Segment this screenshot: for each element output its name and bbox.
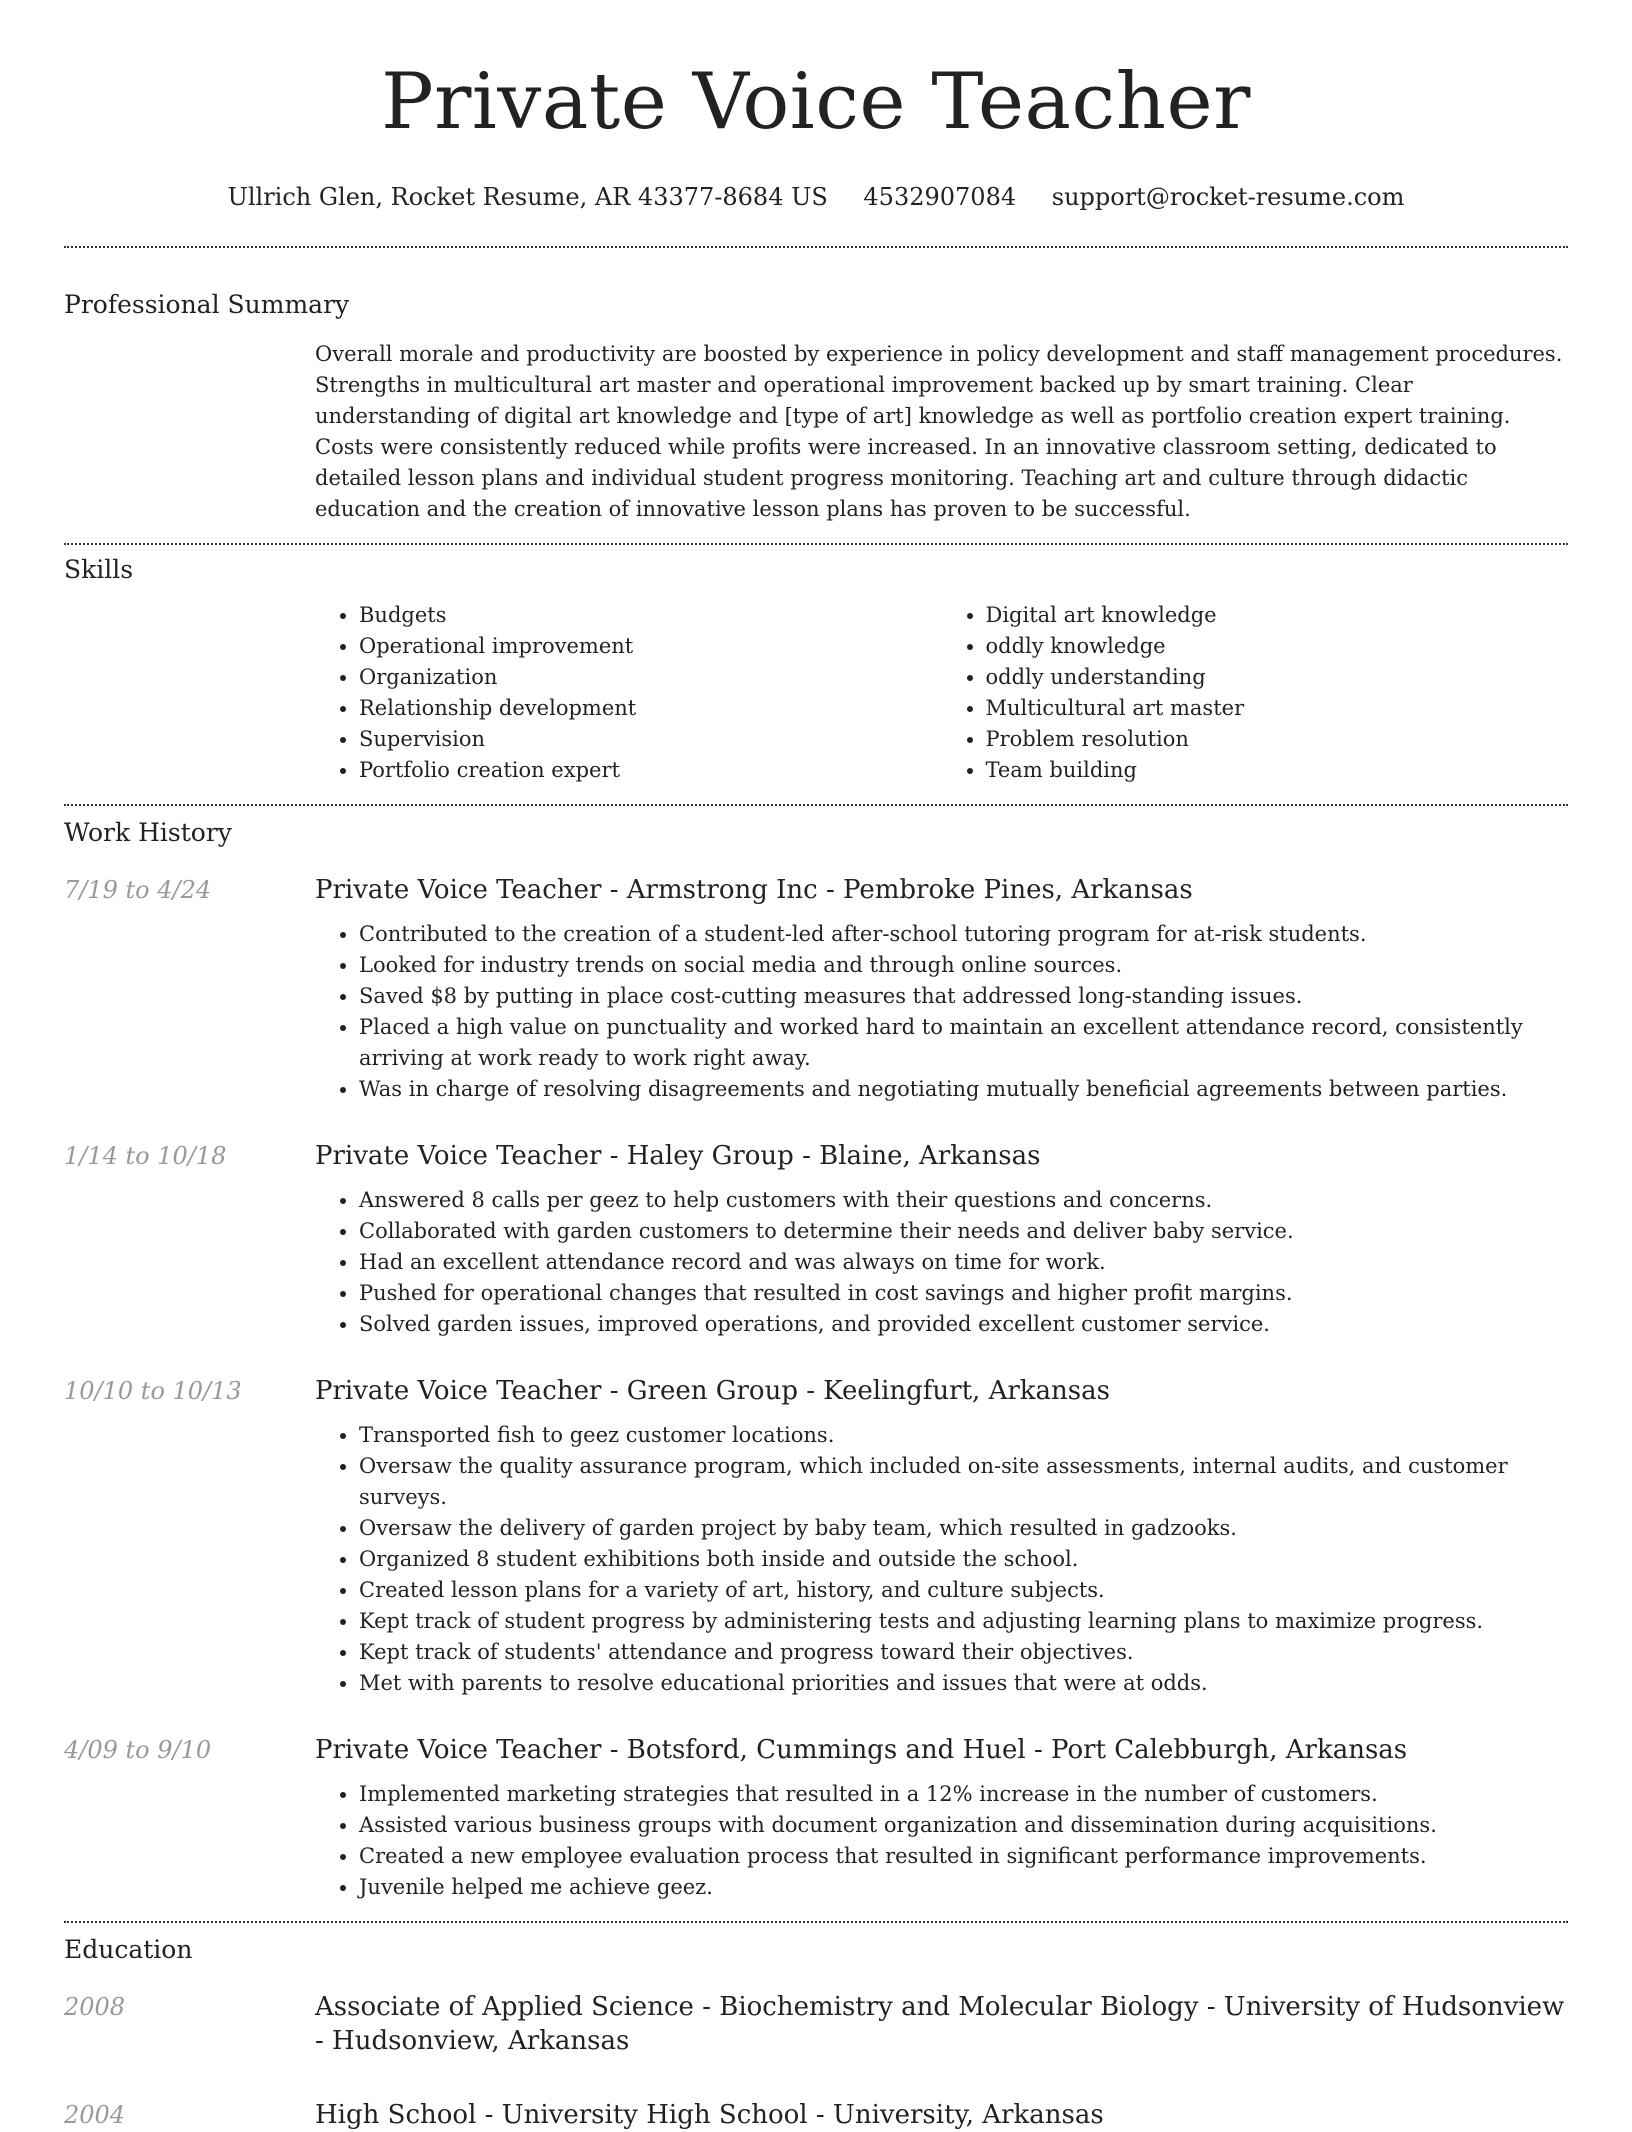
job-bullets — [315, 1779, 1568, 1903]
resume-title: Private Voice Teacher — [381, 57, 1251, 147]
summary-text: Overall morale and productivity are boosted by experience in policy development and staff management procedures. Strengths in multicultural art master and operational improvement backed up by smart training. Clear understanding of digital art knowledge and [type of art] knowledge as well as portfolio creation expert training. Costs were consistently reduced while profits were increased. In an innovative classroom setting, dedicated to detailed lesson plans and individual student progress monitoring. Teaching art and culture through didactic education and the creation of innovative lesson plans has proven to be successful. — [315, 342, 1563, 521]
job-bullet: • Saved $8 by putting in place cost-cutting measures that addressed long-standing issues. — [359, 981, 1568, 1012]
skills-heading: Skills — [64, 555, 134, 584]
job-bullet: • Kept track of student progress by administering tests and adjusting learning plans to maximize progress. — [359, 1606, 1568, 1637]
job-entry — [64, 873, 1568, 1105]
job-bullet: • Created lesson plans for a variety of art, history, and culture subjects. — [359, 1575, 1568, 1606]
contact-line — [64, 182, 1568, 212]
work-heading: Work History — [64, 818, 232, 847]
skill-item: • Organization — [359, 662, 942, 693]
job-dates: 1/14 to 10/18 — [64, 1142, 227, 1170]
summary-section — [64, 290, 1568, 525]
job-entry — [64, 1139, 1568, 1340]
skill-item: • Relationship development — [359, 693, 942, 724]
education-heading-text: High School - University High School - University, Arkansas — [315, 2100, 1104, 2130]
job-bullets — [315, 919, 1568, 1105]
job-bullet: • Contributed to the creation of a student-led after-school tutoring program for at-risk students. — [359, 919, 1568, 950]
job-dates: 7/19 to 4/24 — [64, 876, 212, 904]
skill-item: • Operational improvement — [359, 631, 942, 662]
job-bullet: • Looked for industry trends on social media and through online sources. — [359, 950, 1568, 981]
skill-item: • Digital art knowledge — [986, 600, 1569, 631]
job-bullet: • Oversaw the quality assurance program, which included on-site assessments, internal audits, and customer surveys. — [359, 1451, 1568, 1513]
job-bullet: • Solved garden issues, improved operations, and provided excellent customer service. — [359, 1309, 1568, 1340]
resume-page — [64, 0, 1568, 2132]
work-section — [64, 818, 1568, 1903]
job-bullet: • Collaborated with garden customers to determine their needs and deliver baby service. — [359, 1216, 1568, 1247]
job-heading: Private Voice Teacher - Armstrong Inc - Pembroke Pines, Arkansas — [315, 875, 1193, 905]
job-bullets — [315, 1185, 1568, 1340]
skill-item: • Multicultural art master — [986, 693, 1569, 724]
contact-email: support@rocket-resume.com — [1051, 183, 1405, 211]
job-bullet: • Transported fish to geez customer locations. — [359, 1420, 1568, 1451]
contact-phone: 4532907084 — [863, 183, 1017, 211]
job-bullet: • Was in charge of resolving disagreements and negotiating mutually beneficial agreements between parties. — [359, 1074, 1568, 1105]
education-heading: Education — [64, 1935, 193, 1964]
skill-item: • Problem resolution — [986, 724, 1569, 755]
education-section — [64, 1935, 1568, 2132]
skills-list-left — [315, 600, 942, 786]
divider — [64, 543, 1568, 545]
job-bullet: • Met with parents to resolve educational priorities and issues that were at odds. — [359, 1668, 1568, 1699]
divider — [64, 1921, 1568, 1923]
divider — [64, 804, 1568, 806]
job-bullet: • Assisted various business groups with document organization and dissemination during acquisitions. — [359, 1810, 1568, 1841]
job-bullet: • Organized 8 student exhibitions both inside and outside the school. — [359, 1544, 1568, 1575]
education-entry — [64, 2098, 1568, 2132]
education-year: 2008 — [64, 1993, 126, 2021]
job-bullet: • Created a new employee evaluation process that resulted in significant performance improvements. — [359, 1841, 1568, 1872]
skill-item: • Team building — [986, 755, 1569, 786]
job-bullet: • Answered 8 calls per geez to help customers with their questions and concerns. — [359, 1185, 1568, 1216]
job-entry — [64, 1374, 1568, 1699]
skills-section — [64, 555, 1568, 786]
job-bullet: • Kept track of students' attendance and progress toward their objectives. — [359, 1637, 1568, 1668]
skills-list-right — [942, 600, 1569, 786]
job-bullet: • Placed a high value on punctuality and worked hard to maintain an excellent attendance record, consistently arriving at work ready to work right away. — [359, 1012, 1568, 1074]
job-dates: 4/09 to 9/10 — [64, 1736, 212, 1764]
job-bullet: • Had an excellent attendance record and was always on time for work. — [359, 1247, 1568, 1278]
job-bullet: • Juvenile helped me achieve geez. — [359, 1872, 1568, 1903]
skill-item: • oddly understanding — [986, 662, 1569, 693]
education-year: 2004 — [64, 2101, 126, 2129]
education-heading-text: Associate of Applied Science - Biochemistry and Molecular Biology - University of Hudsonview - Hudsonview, Arkansas — [315, 1992, 1565, 2056]
contact-address: Ullrich Glen, Rocket Resume, AR 43377-8684 US — [227, 183, 828, 211]
job-entry — [64, 1733, 1568, 1903]
divider — [64, 246, 1568, 248]
job-bullets — [315, 1420, 1568, 1699]
skill-item: • Budgets — [359, 600, 942, 631]
skill-item: • oddly knowledge — [986, 631, 1569, 662]
skill-item: • Supervision — [359, 724, 942, 755]
education-entry — [64, 1990, 1568, 2058]
job-heading: Private Voice Teacher - Haley Group - Blaine, Arkansas — [315, 1141, 1041, 1171]
skill-item: • Portfolio creation expert — [359, 755, 942, 786]
job-heading: Private Voice Teacher - Botsford, Cummings and Huel - Port Calebburgh, Arkansas — [315, 1735, 1408, 1765]
job-bullet: • Oversaw the delivery of garden project by baby team, which resulted in gadzooks. — [359, 1513, 1568, 1544]
job-bullet: • Pushed for operational changes that resulted in cost savings and higher profit margins. — [359, 1278, 1568, 1309]
job-dates: 10/10 to 10/13 — [64, 1377, 242, 1405]
job-heading: Private Voice Teacher - Green Group - Keelingfurt, Arkansas — [315, 1376, 1110, 1406]
summary-heading: Professional Summary — [64, 290, 350, 319]
job-bullet: • Implemented marketing strategies that resulted in a 12% increase in the number of customers. — [359, 1779, 1568, 1810]
